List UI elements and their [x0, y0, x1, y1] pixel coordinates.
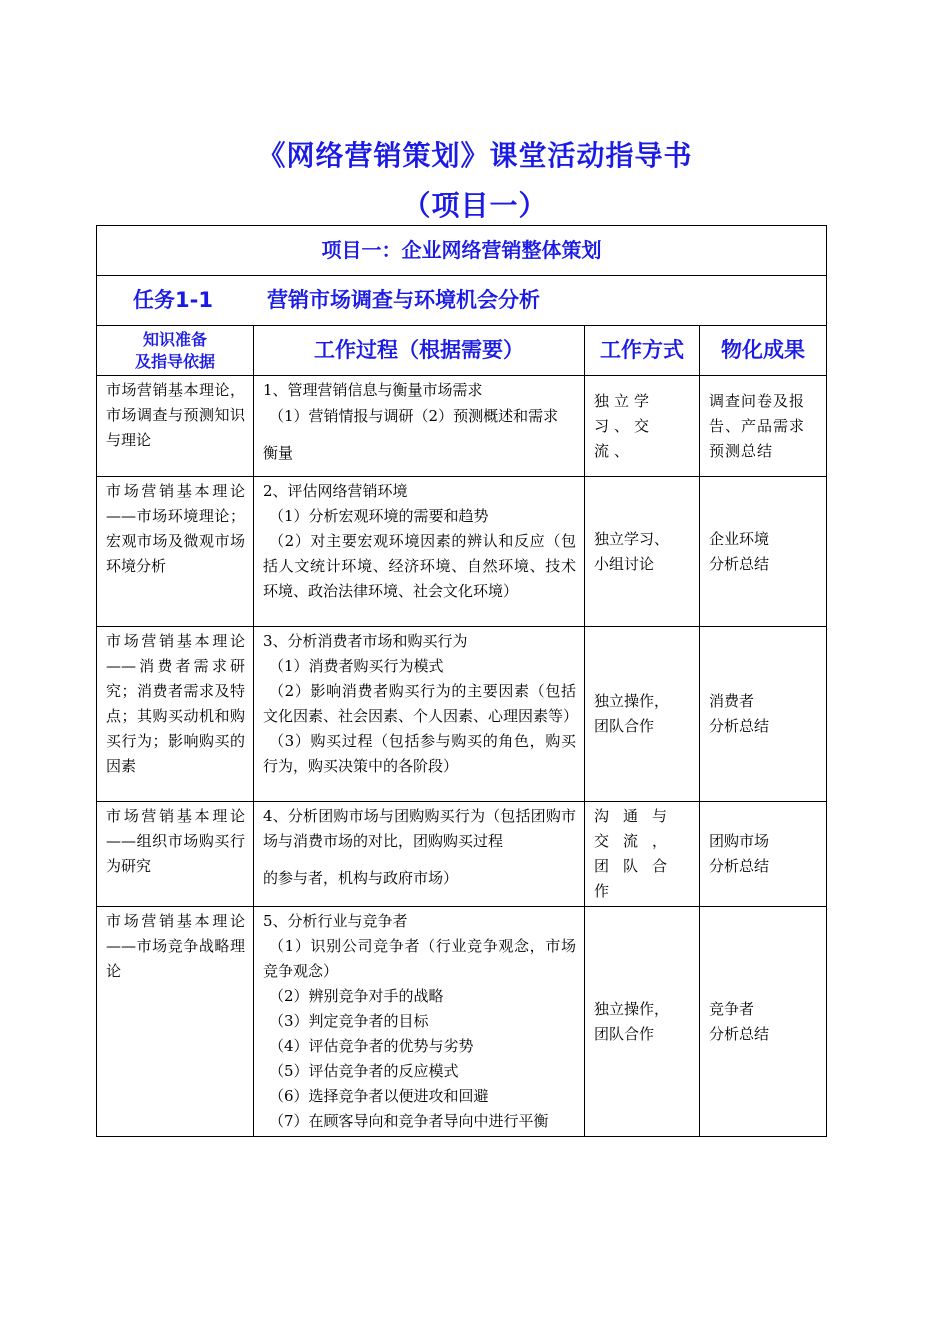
method-cell: [585, 477, 700, 627]
page-title: 《网络营销策划》课堂活动指导书: [257, 139, 693, 172]
basis-cell: 市场营销基本理论——市场环境理论；宏观市场及微观市场环境分析: [97, 477, 254, 627]
method-cell: 独立学习、交流、: [585, 376, 700, 477]
result-cell: [700, 802, 827, 907]
process-item: （3）购买过程（包括参与购买的角色，购买行为，购买决策中的各阶段）: [263, 732, 576, 775]
process-item: （1）消费者购买行为模式: [269, 657, 444, 675]
method-cell: 沟通与交流，团队合作: [585, 802, 700, 907]
result-line: 分析总结: [709, 554, 770, 573]
process-cell: [254, 802, 585, 907]
basis-cell: 市场营销基本理论，市场调查与预测知识与理论: [97, 376, 254, 477]
column-header-row: [97, 326, 827, 376]
result-cell: [700, 907, 827, 1137]
table-row: [97, 376, 827, 477]
method-cell: [585, 907, 700, 1137]
method-line: 独立操作，: [594, 999, 670, 1018]
table-row: [97, 802, 827, 907]
method-line: 团队合作: [594, 717, 655, 735]
column-header-method: 工作方式: [585, 326, 700, 376]
column-header-basis-line2: 及指导依据: [134, 351, 215, 371]
method-line: 独立学习、: [594, 529, 670, 548]
basis-cell: 市场营销基本理论——市场竞争战略理论: [97, 907, 254, 1137]
process-cell: [254, 627, 585, 802]
process-item: （5）评估竞争者的反应模式: [269, 1062, 459, 1080]
process-title: 4、分析团购市场与团购购买行为（包括团购市场与消费市场的对比，团购购买过程: [263, 807, 576, 850]
process-title: 1、管理营销信息与衡量市场需求: [263, 381, 483, 399]
process-item: （1）识别公司竞争者（行业竞争观念，市场竞争观念）: [263, 937, 576, 980]
result-line: 竞争者: [709, 999, 755, 1018]
process-item: 衡量: [263, 444, 294, 462]
method-cell: [585, 627, 700, 802]
result-cell: [700, 477, 827, 627]
result-line: 分析总结: [709, 1024, 770, 1043]
basis-cell: 市场营销基本理论——组织市场购买行为研究: [97, 802, 254, 907]
basis-cell: 市场营销基本理论——消费者需求研究；消费者需求及特点；其购买动机和购买行为；影响购买的因素: [97, 627, 254, 802]
result-line: 消费者: [709, 692, 755, 710]
activity-table: [96, 225, 827, 1137]
process-item: （7）在顾客导向和竞争者导向中进行平衡: [269, 1112, 549, 1130]
page-subtitle: （项目一）: [402, 189, 548, 222]
column-header-result: 物化成果: [700, 326, 827, 376]
process-item: （4）评估竞争者的优势与劣势: [269, 1037, 474, 1055]
process-cell: [254, 376, 585, 477]
column-header-basis: [97, 326, 254, 376]
result-line: 分析总结: [709, 857, 770, 875]
table-row: [97, 907, 827, 1137]
task-header: [97, 276, 827, 326]
process-item: （1）营销情报与调研（2）预测概述和需求: [269, 407, 559, 425]
process-item: （2）辨别竞争对手的战略: [269, 987, 444, 1005]
column-header-process: 工作过程（根据需要）: [254, 326, 585, 376]
process-title: 3、分析消费者市场和购买行为: [263, 632, 468, 650]
method-line: 独立操作，: [594, 692, 670, 710]
project-header: 项目一：企业网络营销整体策划: [97, 226, 827, 276]
project-header-row: [97, 226, 827, 276]
result-line: 企业环境: [709, 529, 770, 548]
task-name: 营销市场调查与环境机会分析: [267, 288, 540, 312]
process-item: （2）对主要宏观环境因素的辨认和反应（包括人文统计环境、经济环境、自然环境、技术环境、政治法律环境、社会文化环境）: [263, 532, 576, 600]
table-row: [97, 477, 827, 627]
task-row: [97, 276, 827, 326]
method-line: 小组讨论: [594, 554, 655, 573]
process-item: （6）选择竞争者以便进攻和回避: [269, 1087, 489, 1105]
process-item: （1）分析宏观环境的需要和趋势: [269, 507, 489, 525]
result-cell: 调查问卷及报告、产品需求预测总结: [700, 376, 827, 477]
process-title: 5、分析行业与竞争者: [263, 912, 408, 930]
table-row: [97, 627, 827, 802]
column-header-basis-line1: 知识准备: [142, 329, 207, 349]
process-title: 2、评估网络营销环境: [263, 482, 408, 500]
result-line: 团购市场: [709, 832, 770, 850]
process-item: 的参与者，机构与政府市场）: [263, 869, 459, 887]
process-cell: [254, 477, 585, 627]
result-cell: [700, 627, 827, 802]
process-item: （2）影响消费者购买行为的主要因素（包括文化因素、社会因素、个人因素、心理因素等）: [263, 682, 579, 725]
result-line: 分析总结: [709, 717, 770, 735]
process-cell: [254, 907, 585, 1137]
process-item: （3）判定竞争者的目标: [269, 1012, 429, 1030]
task-id: 任务1-1: [133, 288, 213, 312]
method-line: 团队合作: [594, 1024, 655, 1043]
